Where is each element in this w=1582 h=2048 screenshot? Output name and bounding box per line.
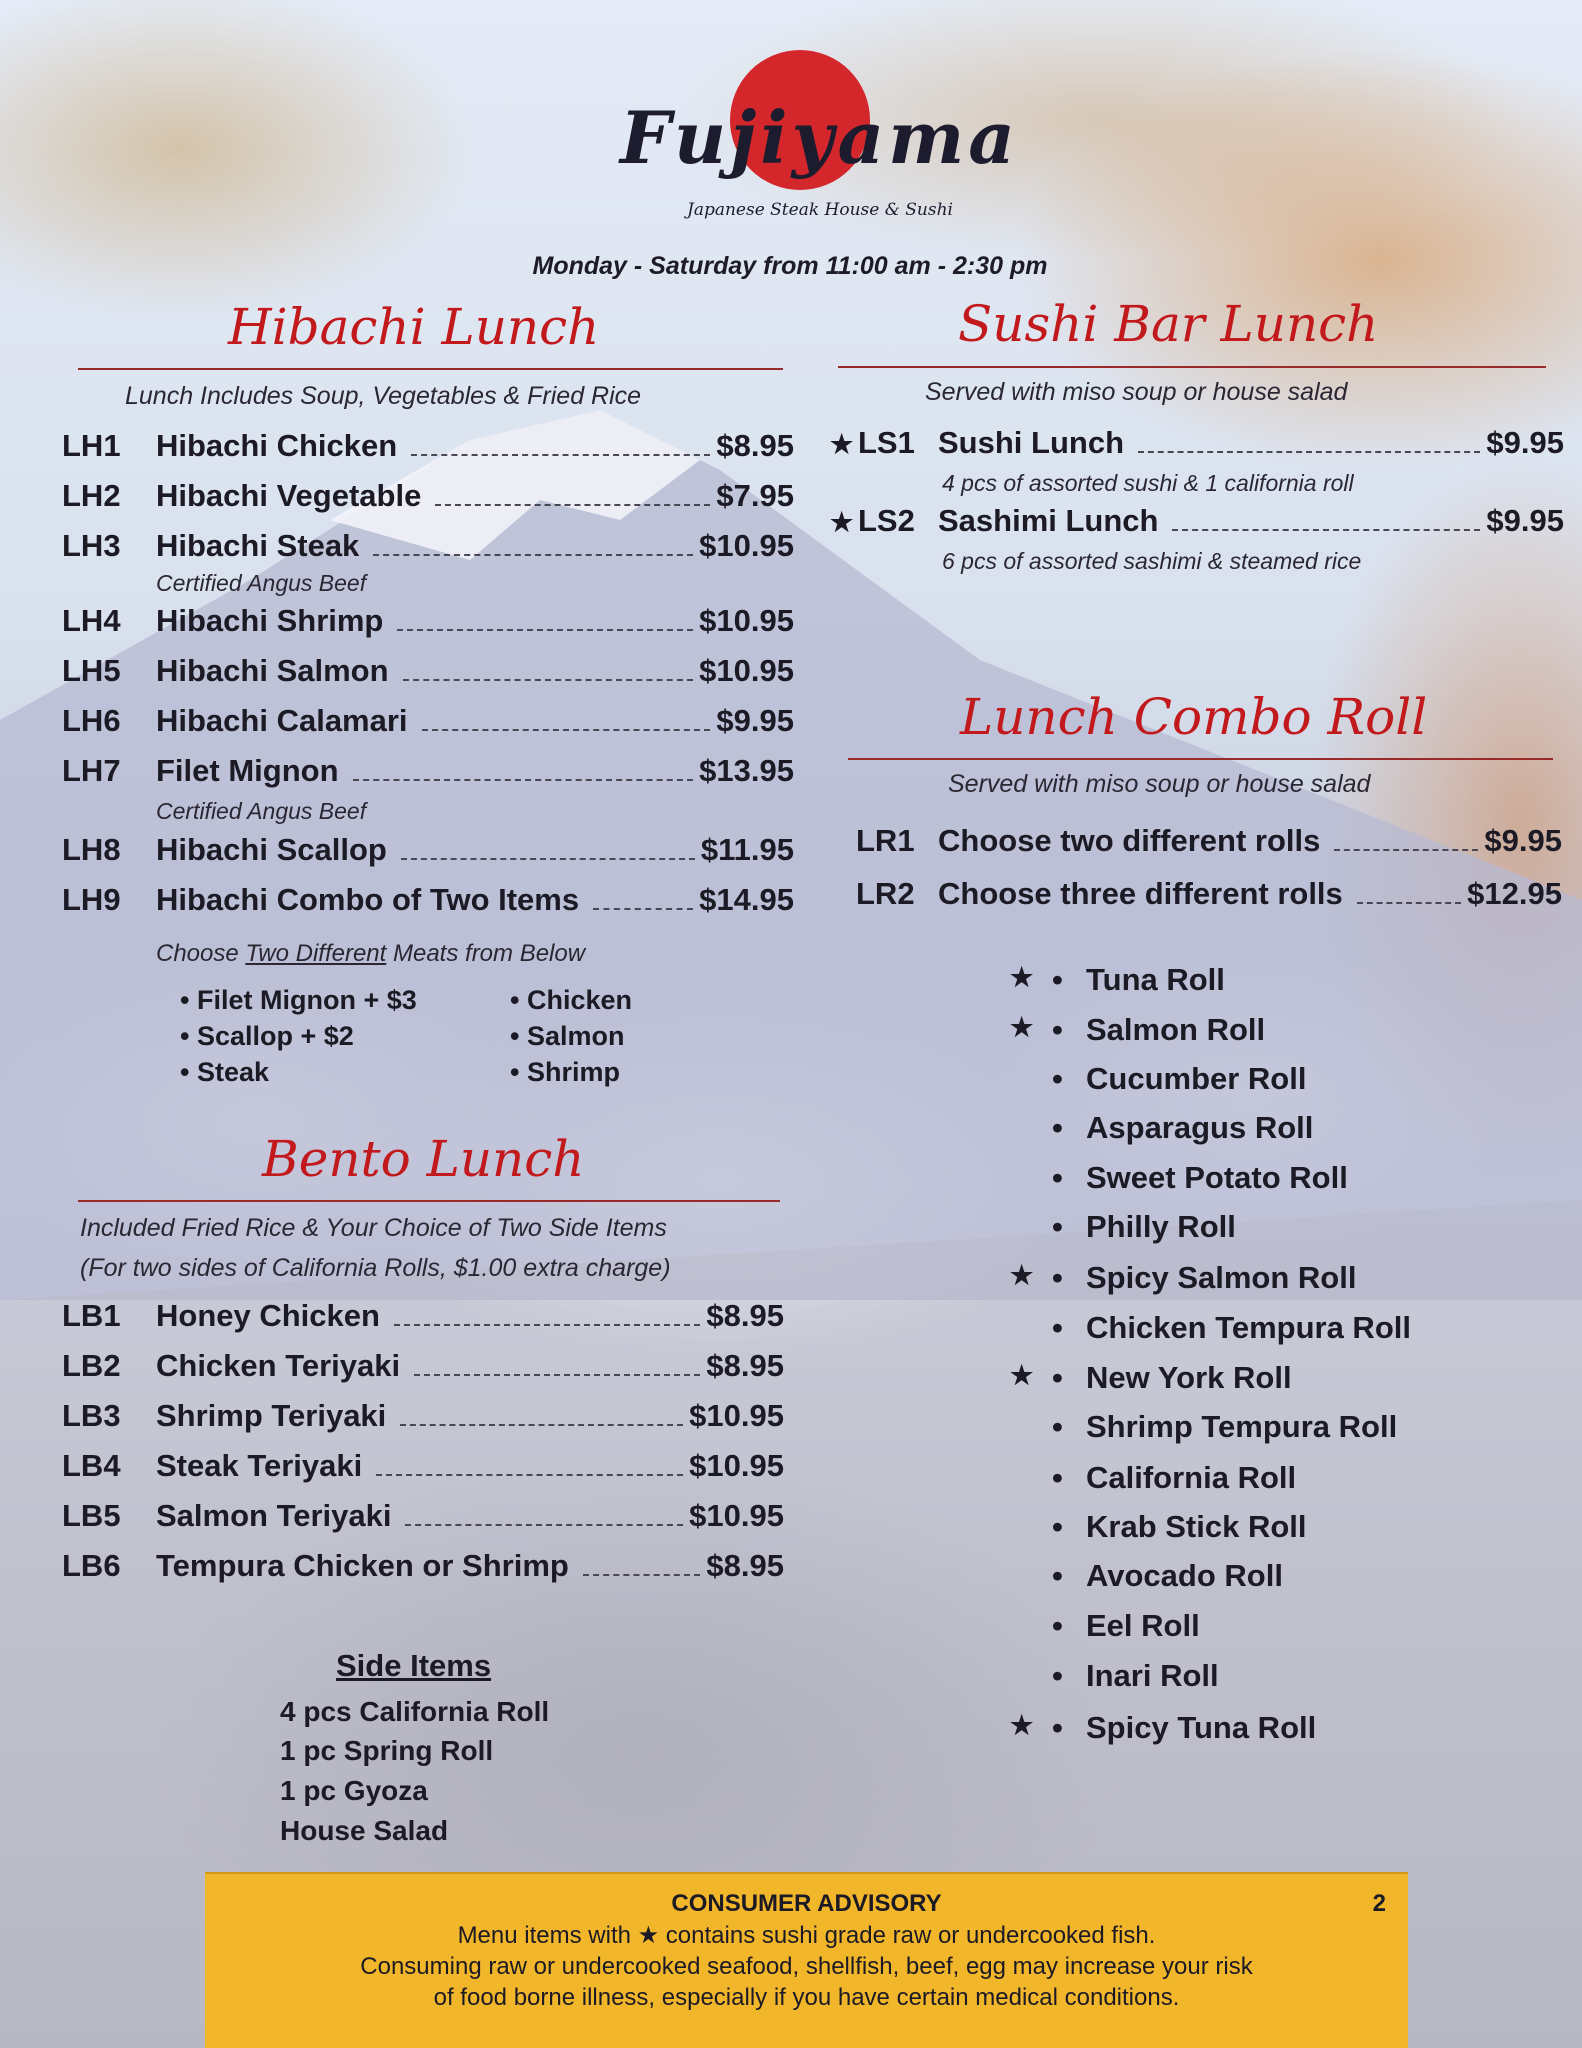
combo-meat-option: • Steak (180, 1057, 270, 1087)
item-note: Certified Angus Beef (156, 570, 367, 596)
combo-meat-option: • Salmon (510, 1021, 625, 1051)
item-note: 4 pcs of assorted sushi & 1 california roll (942, 470, 1354, 496)
raw-fish-star-icon: ★ (1010, 1360, 1034, 1390)
raw-fish-star-icon: ★ (830, 507, 854, 537)
combo-meat-instruction: Choose Two Different Meats from Below (156, 940, 586, 967)
side-item: 1 pc Gyoza (280, 1775, 428, 1806)
sushi-bar-item: ★ LS2 Sashimi Lunch $9.95 (830, 503, 1564, 538)
combo-roll-item: LR1 Choose two different rolls $9.95 (856, 823, 1562, 858)
brand-logo (580, 40, 1020, 230)
raw-fish-star-icon: ★ (1010, 1260, 1034, 1290)
advisory-line: of food borne illness, especially if you have certain medical conditions. (433, 1984, 1180, 2011)
sushi-bar-item: ★ LS1 Sushi Lunch $9.95 (830, 425, 1564, 460)
advisory-title: CONSUMER ADVISORY (671, 1890, 942, 1917)
hibachi-item: LH5 Hibachi Salmon $10.95 (62, 653, 794, 688)
hibachi-item: LH7 Filet Mignon $13.95 (62, 753, 794, 788)
brand-tagline: Japanese Steak House & Sushi (687, 200, 953, 220)
bento-divider (78, 1200, 780, 1202)
bento-lunch-title: Bento Lunch (262, 1130, 585, 1188)
bento-subtitle-extra: (For two sides of California Rolls, $1.00 extra charge) (80, 1254, 671, 1282)
item-note: Certified Angus Beef (156, 798, 367, 824)
hibachi-item: LH2 Hibachi Vegetable $7.95 (62, 478, 794, 513)
combo-meat-option: • Filet Mignon + $3 (180, 985, 417, 1015)
side-item: 4 pcs California Roll (280, 1696, 550, 1727)
page-number: 2 (1372, 1890, 1386, 1917)
bento-item: LB3 Shrimp Teriyaki $10.95 (62, 1398, 784, 1433)
bento-item: LB2 Chicken Teriyaki $8.95 (62, 1348, 784, 1383)
hibachi-item: LH4 Hibachi Shrimp $10.95 (62, 603, 794, 638)
sushi-bar-divider (838, 366, 1546, 368)
hibachi-item: LH3 Hibachi Steak $10.95 (62, 528, 794, 563)
raw-fish-star-icon: ★ (1010, 1710, 1034, 1740)
combo-meat-option: • Shrimp (510, 1057, 620, 1087)
hibachi-item: LH8 Hibachi Scallop $11.95 (62, 832, 794, 867)
hibachi-lunch-title: Hibachi Lunch (228, 298, 600, 356)
brand-name: Fujiyama (620, 95, 1019, 180)
raw-fish-star-icon: ★ (830, 429, 854, 459)
hibachi-subtitle: Lunch Includes Soup, Vegetables & Fried Rice (125, 382, 642, 410)
combo-roll-divider (848, 758, 1553, 760)
item-note: 6 pcs of assorted sashimi & steamed rice (942, 548, 1362, 574)
hibachi-divider (78, 368, 783, 370)
raw-fish-star-icon: ★ (1010, 962, 1034, 992)
side-items-heading: Side Items (336, 1648, 492, 1683)
consumer-advisory-banner (205, 1872, 1408, 2048)
hibachi-item: LH1 Hibachi Chicken $8.95 (62, 428, 794, 463)
menu-page: Fujiyama Japanese Steak House & Sushi Monday - Saturday from 11:00 am - 2:30 pm Hibachi Lunch Lunch Includes Soup, Vegetables & Fried Rice LH1 Hibachi Chicken $8.95 LH2 Hibachi Vegetable $7.95 LH3 Hibachi Steak $10.95 Certified Angus Beef LH4 Hibachi Shrimp $10.95 LH5 Hibachi Salmon $10.95 LH6 Hibachi Calamari $9.95 LH7 Filet Mignon $13.95 Certified Angus Beef LH8 Hibachi Scallop $11.95 LH9 Hibachi Combo of Two Items $14.95 Choose Two Different Meats from Below • Filet Mignon + $3 • Scallop + $2 • Steak • Chicken • Salmon • Shrimp Bento Lunch Included Fried Rice & Your Choice of Two Side Items (For two sides of California Rolls, $1.00 extra charge) LB1 Honey Chicken $8.95 LB2 Chicken Teriyaki $8.95 LB3 Shrimp Teriyaki $10.95 LB4 Steak Teriyaki $10.95 LB5 Salmon Teriyaki $10.95 LB6 Tempura Chicken or Shrimp $8.95 Side Items 4 pcs California Roll 1 pc Spring Roll 1 pc Gyoza House Salad Sushi Bar Lunch Served with miso soup or house salad ★ LS1 Sushi Lunch $9.95 4 pcs of assorted sushi & 1 california roll ★ LS2 Sashimi Lunch $9.95 6 pcs of assorted sashimi & steamed rice Lunch Combo Roll Served with miso soup or house salad LR1 Choose two different rolls $9.95 LR2 Choose three different rolls $12.95 ★ • Tuna Roll ★ • Salmon Roll • Cucumber Roll • Asparagus Roll • Sweet Potato Roll • Philly Roll ★ • Spicy Salmon Roll • Chicken Tempura Roll ★ • New York Roll • Shrimp Tempura Roll • California Roll • Krab Stick Roll • Avocado Roll • Eel Roll • Inari Roll ★ • Spicy Tuna Roll CONSUMER ADVISORY Menu items with ★ contains sushi grade raw or undercooked fish. Consuming raw or undercooked seafood, shellfish, beef, egg may increase your risk of food borne illness, especially if you have certain medical conditions. 2 (0, 0, 1582, 2048)
combo-meat-option: • Chicken (510, 985, 633, 1015)
raw-fish-star-icon: ★ (1010, 1012, 1034, 1042)
advisory-line: Consuming raw or undercooked seafood, shellfish, beef, egg may increase your risk (360, 1953, 1253, 1980)
raw-fish-star-icon: ★ (637, 1922, 660, 1949)
side-item: 1 pc Spring Roll (280, 1735, 494, 1766)
bento-item: LB4 Steak Teriyaki $10.95 (62, 1448, 784, 1483)
sushi-bar-subtitle: Served with miso soup or house salad (925, 378, 1348, 406)
bento-item: LB6 Tempura Chicken or Shrimp $8.95 (62, 1548, 784, 1583)
advisory-line: Menu items with ★ contains sushi grade raw or undercooked fish. (457, 1922, 1156, 1949)
hibachi-item: LH9 Hibachi Combo of Two Items $14.95 (62, 882, 794, 917)
bento-item: LB1 Honey Chicken $8.95 (62, 1298, 784, 1333)
combo-roll-item: LR2 Choose three different rolls $12.95 (856, 876, 1562, 911)
lunch-combo-roll-title: Lunch Combo Roll (960, 688, 1428, 746)
bento-item: LB5 Salmon Teriyaki $10.95 (62, 1498, 784, 1533)
sushi-bar-lunch-title: Sushi Bar Lunch (958, 295, 1379, 353)
hibachi-item: LH6 Hibachi Calamari $9.95 (62, 703, 794, 738)
side-item: House Salad (280, 1815, 449, 1846)
lunch-hours: Monday - Saturday from 11:00 am - 2:30 pm (532, 252, 1048, 280)
combo-meat-option: • Scallop + $2 (180, 1021, 354, 1051)
combo-roll-subtitle: Served with miso soup or house salad (948, 770, 1371, 798)
bento-subtitle: Included Fried Rice & Your Choice of Two Side Items (80, 1214, 667, 1242)
